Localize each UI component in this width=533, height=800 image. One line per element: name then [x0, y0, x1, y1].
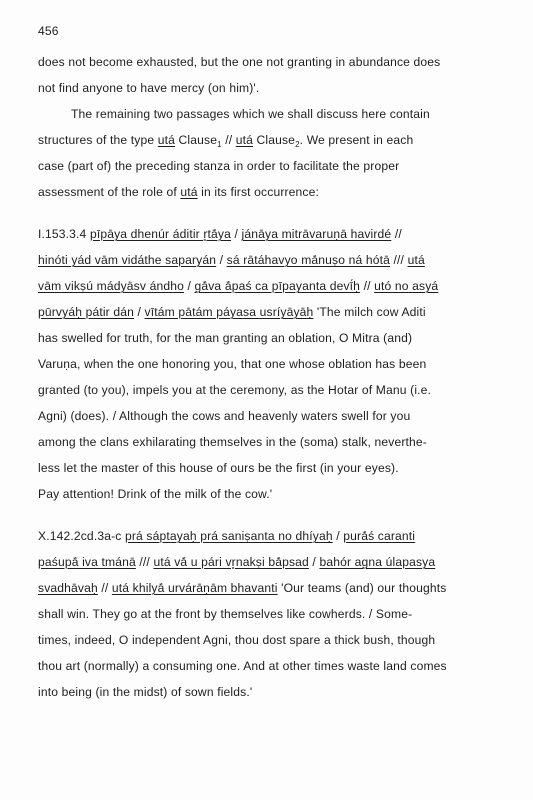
paragraph-2-line-3: case (part of) the preceding stanza in order to facilitate the proper: [38, 159, 400, 173]
sanskrit-text: utá vā́ u pári vr̥nakṣi bā́psad: [153, 555, 309, 569]
sanskrit-text: sá rātáhavyo mā́nuṣo ná hótā: [226, 253, 391, 267]
separator: /: [134, 305, 145, 319]
uta-term: utá: [180, 185, 198, 199]
text-segment: assessment of the role of: [38, 185, 181, 199]
sanskrit-text: paśupā́ iva tmánā: [38, 555, 136, 569]
translation-text: 'Our teams (and) our thoughts: [277, 581, 447, 595]
sanskrit-text: vītám pātám páyasa usríyāyāḥ: [144, 305, 314, 319]
example-2-line-5: times, indeed, O independent Agni, thou dost spare a thick bush, though: [38, 633, 436, 647]
sanskrit-text: prá sáptayaḥ prá saniṣanta no dhíyaḥ: [124, 529, 333, 543]
example-2-line-2: [38, 555, 435, 569]
subscript: 2: [295, 140, 300, 149]
example-1-line-3: [38, 279, 438, 293]
sanskrit-text: utá khilyā́ urvárāṇām bhavanti: [111, 581, 278, 595]
example-2-line-6: thou art (normally) a consuming one. And at other times waste land comes: [38, 659, 447, 673]
subscript: 1: [217, 140, 222, 149]
sanskrit-text: hinóti yád vām vidáthe saparyán: [38, 253, 217, 267]
separator: ///: [390, 253, 408, 267]
sanskrit-text: gā́va ā́paś ca pīpayanta devī́ḥ: [194, 279, 361, 293]
paragraph-2-line-1: The remaining two passages which we shall discuss here contain: [71, 107, 430, 121]
example-1-line-8: Agni) (does). / Although the cows and heavenly waters swell for you: [38, 409, 411, 423]
sanskrit-text: utá: [407, 253, 425, 267]
paragraph-1-line-1: does not become exhausted, but the one not granting in abundance does: [38, 55, 441, 69]
paragraph-1-line-2: not find anyone to have mercy (on him)'.: [38, 81, 260, 95]
separator: /: [308, 555, 320, 569]
example-1-line-2: [38, 253, 425, 267]
paragraph-2-line-2: [38, 133, 413, 147]
reference: I.153.3.4: [38, 227, 90, 241]
text-segment: Clause: [175, 133, 218, 147]
page-number: 456: [38, 24, 59, 38]
reference: X.142.2cd.3a-c: [38, 529, 125, 543]
sanskrit-text: vām vikṣú mádyāsv ándho: [38, 279, 184, 293]
sanskrit-text: svadhāvaḥ: [38, 581, 98, 595]
separator: ///: [135, 555, 154, 569]
uta-term: utá: [235, 133, 253, 147]
example-1-line-11: Pay attention! Drink of the milk of the cow.': [38, 487, 273, 501]
sanskrit-text: bahór agna úlapasya: [319, 555, 436, 569]
example-1-line-4: [38, 305, 426, 319]
separator: /: [231, 227, 242, 241]
sanskrit-text: jánāya mitrāvaruṇā havirdé: [241, 227, 392, 241]
example-2-line-4: shall win. They go at the front by themselves like cowherds. / Some-: [38, 607, 413, 621]
translation-text: 'The milch cow Aditi: [313, 305, 426, 319]
text-segment: in its first occurrence:: [197, 185, 320, 199]
example-1-line-10: less let the master of this house of ours be the first (in your eyes).: [38, 461, 399, 475]
sanskrit-text: purā́ś caranti: [343, 529, 416, 543]
example-2-line-7: into being (in the midst) of sown fields.': [38, 685, 253, 699]
example-2-line-1: [38, 529, 415, 543]
example-2-line-3: [38, 581, 446, 595]
example-1-line-6: Varuṇa, when the one honoring you, that one whose oblation has been: [38, 357, 427, 371]
text-segment: structures of the type: [38, 133, 158, 147]
separator: //: [97, 581, 112, 595]
separator: /: [332, 529, 344, 543]
text-segment: . We present in each: [299, 133, 414, 147]
example-1-line-9: among the clans exhilarating themselves in the (soma) stalk, neverthe-: [38, 435, 427, 449]
paragraph-2-line-4: [38, 185, 319, 199]
text-segment: Clause: [253, 133, 296, 147]
separator: /: [183, 279, 195, 293]
separator: //: [221, 133, 236, 147]
example-1-line-5: has swelled for truth, for the man granting an oblation, O Mitra (and): [38, 331, 413, 345]
uta-term: utá: [157, 133, 176, 147]
sanskrit-text: utó no asyá: [374, 279, 439, 293]
sanskrit-text: pūrvyáḥ pátir dán: [38, 305, 134, 319]
example-1-line-7: granted (to you), impels you at the ceremony, as the Hotar of Manu (i.e.: [38, 383, 432, 397]
separator: /: [216, 253, 227, 267]
separator: //: [360, 279, 375, 293]
separator: //: [391, 227, 402, 241]
sanskrit-text: pīpāya dhenúr áditir r̥tā́ya: [89, 227, 231, 241]
example-1-line-1: [38, 227, 402, 241]
